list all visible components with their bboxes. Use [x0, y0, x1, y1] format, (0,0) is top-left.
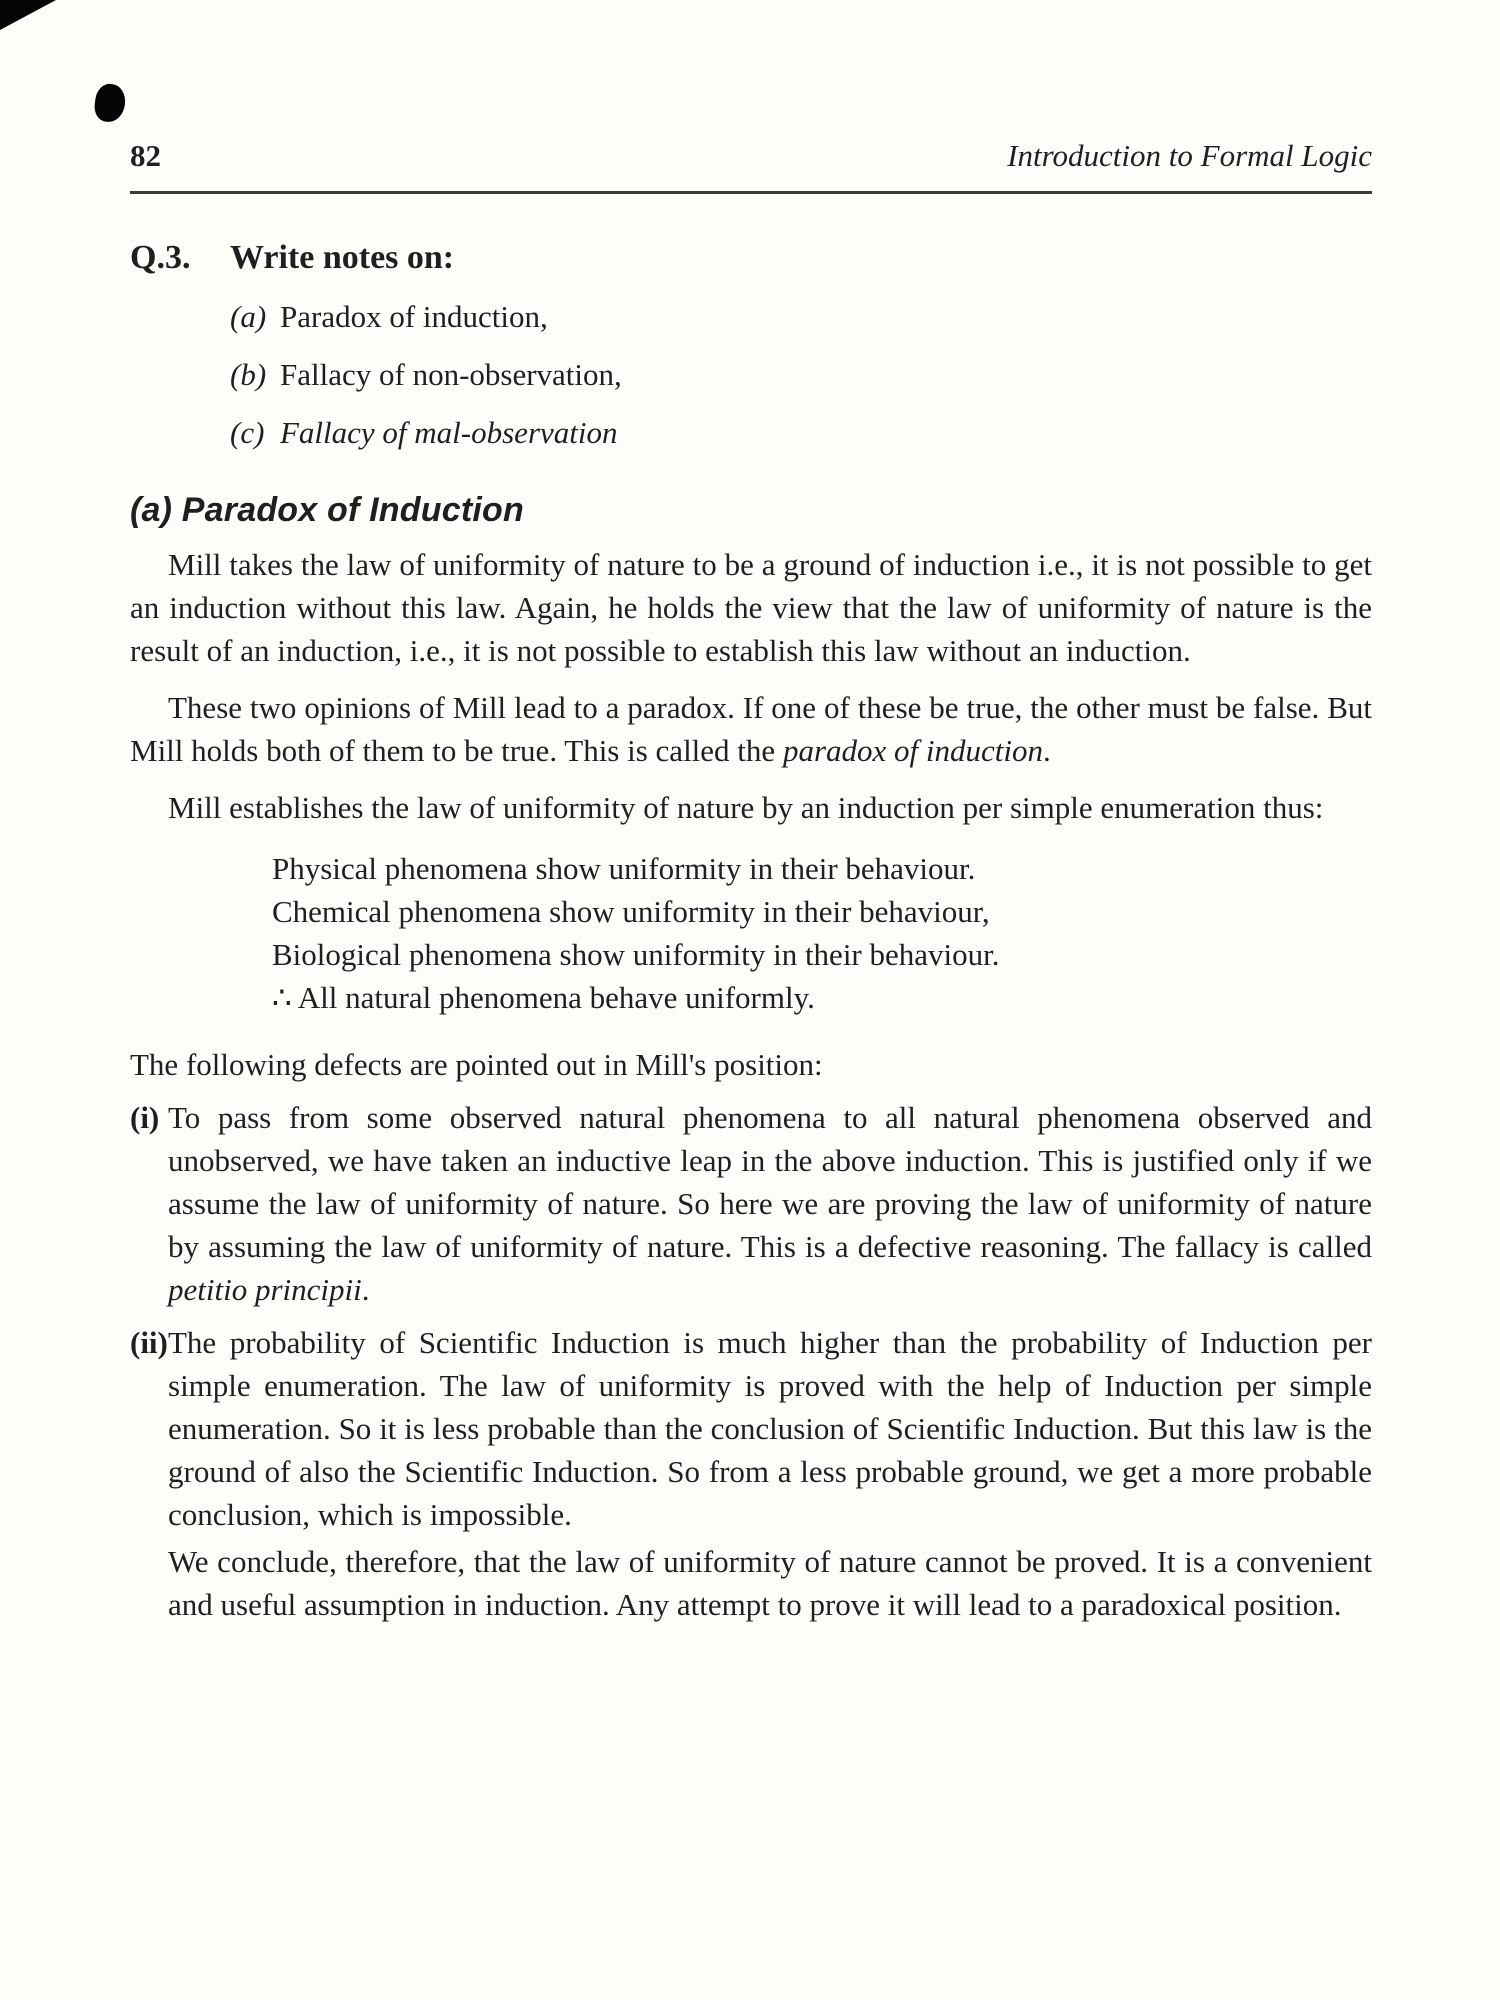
- defects-lead: The following defects are pointed out in Mill's position:: [130, 1047, 823, 1082]
- premise-line-3: Biological phenomena show uniformity in their behaviour.: [272, 937, 1000, 972]
- defect-text: [168, 1096, 1372, 1311]
- premise-line-1: Physical phenomena show uniformity in their behaviour.: [272, 851, 976, 886]
- question-item-label: (a): [230, 299, 267, 334]
- question-list: [130, 300, 1372, 449]
- paragraph-2-text: These two opinions of Mill lead to a paradox. If one of these be true, the other must be false. But Mill holds both of them to be true. This is called the: [130, 690, 1372, 768]
- defect-label: (ii): [130, 1325, 168, 1360]
- page-number: 82: [130, 138, 161, 173]
- question-item-b: [130, 358, 1372, 391]
- question-item-label: (b): [230, 357, 267, 392]
- header-rule: [130, 191, 1372, 194]
- closing-paragraph: We conclude, therefore, that the law of uniformity of nature cannot be proved. It is a convenient and useful assumption in induction. Any attempt to prove it will lead to a paradoxical position.: [168, 1544, 1372, 1622]
- defect-text-main: To pass from some observed natural phenomena to all natural phenomena observed and unobserved, we have taken an inductive leap in the above induction. This is justified only if we assume the law of uniformity of nature. So here we are proving the law of uniformity of nature by assuming the law of uniformity of nature. This is a defective reasoning. The fallacy is called: [168, 1100, 1372, 1264]
- defect-text-main: The probability of Scientific Induction is much higher than the probability of Induction per simple enumeration. The law of uniformity is proved with the help of Induction per simple enumeration. So it is less probable than the conclusion of Scientific Induction. But this law is the ground of also the Scientific Induction. So from a less probable ground, we get a more probable conclusion, which is impossible.: [168, 1325, 1372, 1532]
- question-item-text: Fallacy of mal-observation: [280, 415, 618, 450]
- conclusion-line: ∴ All natural phenomena behave uniformly.: [272, 980, 815, 1015]
- question-label: Q.3.: [130, 239, 191, 276]
- question-title: Write notes on:: [230, 239, 455, 276]
- scan-artifact-blob: [93, 82, 127, 123]
- question-item-a: [130, 300, 1372, 333]
- paragraph-1: Mill takes the law of uniformity of nature to be a ground of induction i.e., it is not possible to get an induction without this law. Again, he holds the view that the law of uniformity of nature is the result of an induction, i.e., it is not possible to establish this law without an induction.: [130, 547, 1372, 668]
- defect-label: (i): [130, 1100, 160, 1135]
- defect-item-ii: [130, 1321, 1372, 1536]
- defect-item-i: [130, 1096, 1372, 1311]
- defect-text-end: .: [361, 1272, 370, 1307]
- question-item-c: [130, 416, 1372, 449]
- question-item-label: (c): [230, 415, 265, 450]
- page-header: [130, 138, 1372, 181]
- defect-text: [168, 1321, 1372, 1536]
- paragraph-3: Mill establishes the law of uniformity of nature by an induction per simple enumeration thus:: [168, 790, 1324, 825]
- enumeration-block: [272, 847, 1372, 1019]
- defect-text-italic: petitio principii: [168, 1272, 362, 1307]
- paragraph-2-end: .: [1042, 733, 1051, 768]
- section-heading: (a) Paradox of Induction: [130, 491, 524, 529]
- paragraph-2-italic: paradox of induction: [782, 733, 1043, 768]
- question-heading: [130, 240, 1372, 276]
- question-item-text: Fallacy of non-observation,: [280, 357, 622, 392]
- scan-artifact-corner: [0, 0, 56, 30]
- question-item-text: Paradox of induction,: [280, 299, 548, 334]
- paragraph-2: [130, 686, 1372, 772]
- running-title: Introduction to Formal Logic: [1007, 138, 1372, 173]
- premise-line-2: Chemical phenomena show uniformity in their behaviour,: [272, 894, 990, 929]
